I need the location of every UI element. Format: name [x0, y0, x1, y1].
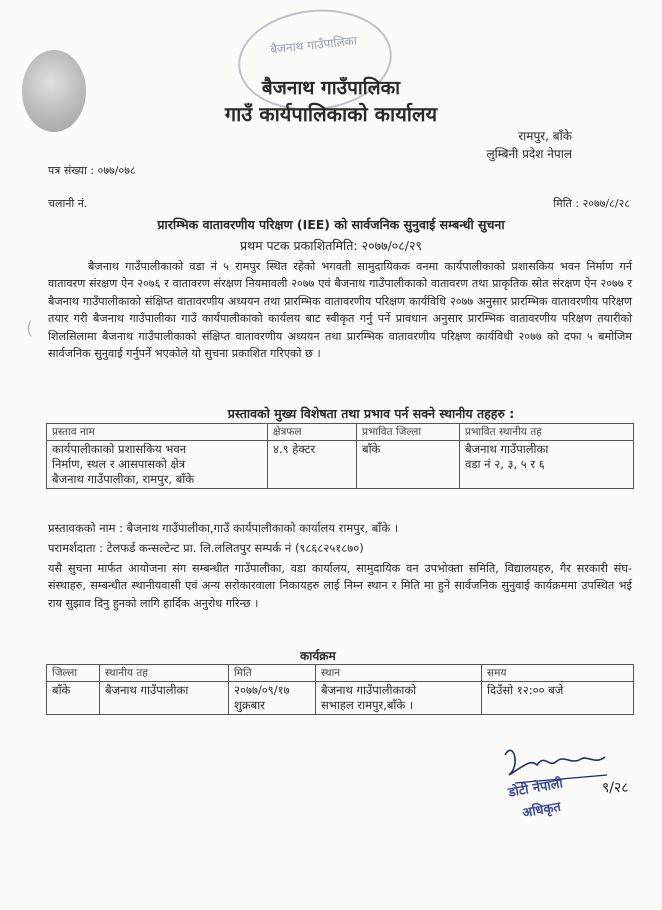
consultant: परामर्शदाता : टेलफर्ड कन्सल्टेन्ट प्रा. लि.ललितपुर सम्पर्क नं (९८६८२५१८७०) [48, 541, 364, 555]
local-level-cell [460, 441, 634, 489]
office-subtitle: गाउँ कार्यपालिकाको कार्यालय [224, 102, 438, 126]
col-local-level: स्थानीय तह [100, 665, 229, 682]
proposal-name-line: कार्यपालीकाको प्रशासकिय भवन [52, 442, 187, 456]
proposal-name-line: बैजनाथ गाउँपालीका, रामपुर, बाँके [52, 472, 195, 486]
proposal-name-line: निर्माण, स्थल र आसपासको क्षेत्र [52, 457, 186, 471]
stamp-text: बैजनाथ गाउँपालिका [269, 33, 358, 57]
area-cell: ४.९ हेक्टर [268, 441, 357, 489]
local-level-line: वडा नं २, ३, ५ र ६ [465, 457, 545, 471]
address-line-1: रामपुर, बाँके [518, 129, 572, 143]
margin-mark: ( [26, 318, 34, 339]
program-date: २०७७/०९/१७ [234, 683, 290, 697]
signatory-role: अधिकृत [521, 799, 562, 822]
program-local-cell: बैजनाथ गाउँपालीका [100, 682, 229, 715]
features-table [46, 423, 634, 489]
office-name: बैजनाथ गाउँपालिका [261, 77, 401, 99]
letter-date: मिति : २०७७/८/२८ [553, 197, 630, 210]
col-date: मिति [229, 665, 316, 682]
letter-number: पत्र संख्या : ०७७/०७८ [48, 164, 136, 177]
signature-date: ९/२८ [602, 780, 629, 796]
col-local-level: प्रभावित स्थानीय तह [460, 424, 634, 441]
first-published-date: प्रथम पटक प्रकाशितमिति: २०७७/०८/२९ [239, 238, 423, 253]
col-place: स्थान [316, 665, 482, 682]
notice-heading: प्रारम्भिक वातावरणीय परिक्षण (IEE) को सार्वजनिक सुनुवाई सम्बन्धी सुचना [157, 217, 505, 232]
program-time-cell: दिउँसो १२:०० बजे [482, 682, 634, 715]
notice-body: बैजनाथ गाउँपालीकाको वडा नं ५ रामपुर स्थित रहेको भगवती सामुदायिकक वनमा कार्यपालीकाको प्रशासकिय भवन निर्माण गर्न वातावरण संरक्षण ऐन २०७६ र वातावरण संरक्षण नियमावली २०७७ एवं बैजनाथ गाउँपालीकाको वातावरण तथा प्राकृतिक स्रोत संरक्षण ऐन २०७७ र बैजनाथ गाउँपालीकाको संक्षिप्त वातावरणीय अध्ययन तथा प्रारम्भिक वातावरणीय परिक्षण कार्यविधि २०७७ अनुसार प्रारम्भिक वातावरणीय परिक्षण तयार गरी बैजनाथ गाउँपालीका गाउँ कार्यपालीकाको कार्यलय बाट स्वीकृत गर्नु पर्ने प्रावधान अनुसार प्रारम्भिक वातावरणीय परिक्षण तयारीको शिलसिलामा बैजनाथ गाउँपालीकाको संक्षिप्त वातावरणीय अध्ययन तथा प्रारम्भिक वातावरणीय परिक्षण कार्यविधी २०७७ को दफा ५ बमोजिम सार्वजनिक सुनुवाई गर्नुपर्ने भएकोले यो सुचना प्रकाशित गरिएको छ । [48, 260, 632, 361]
table-header-row [47, 665, 634, 682]
table-header-row [47, 424, 634, 441]
col-time: समय [482, 665, 634, 682]
program-place-line: बैजनाथ गाउँपालीकाको [321, 683, 417, 697]
program-place-line: सभाहल रामपुर,बाँके । [321, 698, 414, 712]
col-district: जिल्ला [47, 665, 100, 682]
features-heading: प्रस्तावको मुख्य विशेषता तथा प्रभाव पर्न सक्ने स्थानीय तहहरु : [227, 406, 515, 421]
col-proposal-name: प्रस्ताव नाम [47, 424, 268, 441]
program-date-cell [229, 682, 316, 715]
signatory-name: डोटी नेपाली [507, 776, 565, 801]
program-place-cell [316, 682, 482, 715]
program-day: शुक्रबार [234, 698, 265, 712]
proposal-name-cell [47, 441, 268, 489]
local-level-line: बैजनाथ गाउँपालीका [465, 442, 549, 456]
program-table [46, 664, 634, 715]
proposer-name: प्रस्तावकको नाम : बैजनाथ गाउँपालीका,गाउँ कार्यपालीकाको कार्यालय रामपुर, बाँके । [48, 521, 399, 535]
program-title: कार्यक्रम [300, 649, 336, 663]
table-row [47, 682, 634, 715]
request-text: यसै सुचना मार्फत आयोजना संग सम्बन्धीत गाउँपालीका, वडा कार्यालय, सामुदायिक वन उपभोक्ता समिति, विद्यालयहरु, गैर सरकारी संघ-संस्थाहरु, सम्बन्धीत स्थानीयवासी एवं अन्य सरोकारवाला निकायहरु लाई निम्न स्थान र मिति मा हुने सार्वजनिक सुनुवाई कार्यक्रममा उपस्थित भई राय सुझाव दिनु हुनको लागि हार्दिक अनुरोध गरिन्छ । [48, 562, 632, 610]
program-district-cell: बाँके [47, 682, 100, 715]
address-line-2: लुम्बिनी प्रदेश नेपाल [486, 147, 572, 161]
col-district: प्रभावित जिल्ला [357, 424, 460, 441]
dispatch-number: चलानी नं. [48, 197, 88, 210]
district-cell: बाँके [357, 441, 460, 489]
table-row [47, 441, 634, 489]
col-area: क्षेत्रफल [268, 424, 357, 441]
